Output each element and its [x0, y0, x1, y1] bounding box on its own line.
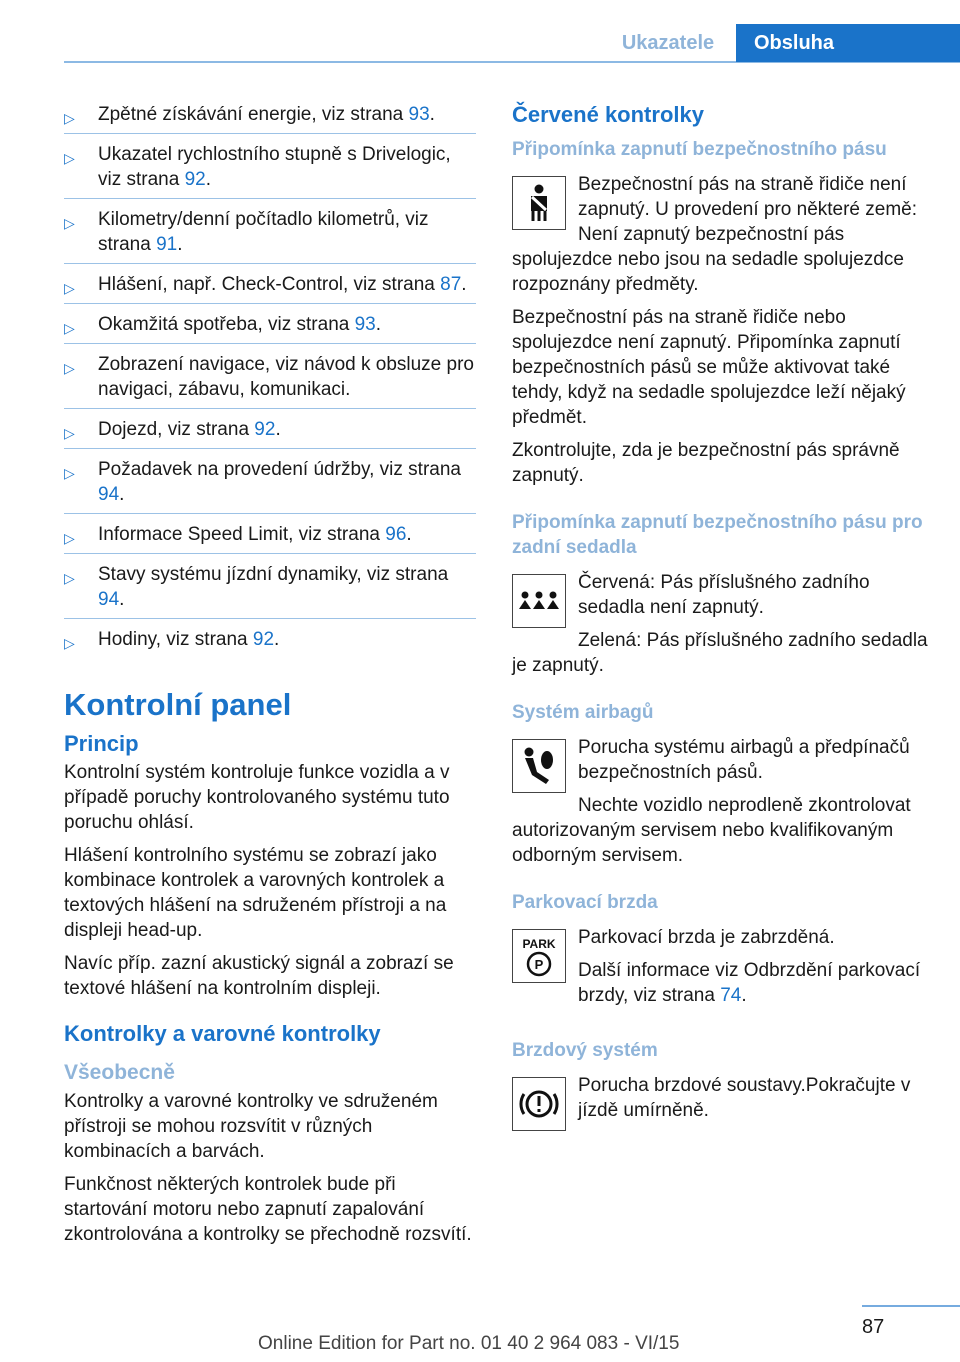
paragraph: Zelená: Pás příslušného zadního sedadla je zapnutý.: [512, 630, 928, 676]
page-number: 87: [862, 1316, 885, 1338]
triangle-right-icon: ▷: [64, 110, 75, 126]
tab-ukazatele[interactable]: Ukazatele: [621, 32, 715, 54]
page-link[interactable]: 92: [184, 169, 206, 190]
page-link[interactable]: 92: [252, 629, 275, 650]
left-column: [64, 100, 476, 1255]
page-link[interactable]: 93: [408, 104, 430, 125]
list-item: ▷ Zpětné získávání energie, viz strana 93.: [64, 100, 476, 134]
page-link[interactable]: 94: [98, 484, 120, 505]
rear-seats-icon: [512, 574, 566, 628]
triangle-right-icon: ▷: [64, 635, 75, 651]
paragraph: Navíc příp. zazní akustický signál a zobrazí se textové hlášení na kontrolním displeji.: [64, 953, 454, 999]
paragraph: Porucha systému airbagů a předpínačů bezpečnostních pásů.: [578, 737, 910, 783]
list-item: ▷ Hlášení, např. Check-Control, viz strana 87.: [64, 270, 476, 304]
list-item: ▷ Zobrazení navigace, viz návod k obsluze pro navigaci, zábavu, komunikaci.: [64, 350, 476, 409]
right-column: [512, 100, 930, 1137]
page-link[interactable]: 96: [385, 524, 407, 545]
paragraph: Zkontrolujte, zda je bezpečnostní pás správně zapnutý.: [512, 440, 900, 486]
vseobecne-heading: Všeobecně: [64, 1061, 175, 1084]
svg-text:PARK: PARK: [522, 937, 556, 951]
paragraph: Parkovací brzda je zabrzděná.: [578, 927, 835, 948]
kontrolky-heading: Kontrolky a varovné kontrolky: [64, 1021, 381, 1046]
paragraph: Nechte vozidlo neprodleně zkontrolovat autorizovaným servisem nebo kvalifikovaným odborným servisem.: [512, 795, 911, 866]
tab-obsluha[interactable]: Obsluha: [736, 24, 960, 62]
park-brake-icon: [512, 929, 566, 983]
princip-heading: Princip: [64, 731, 139, 756]
triangle-right-icon: ▷: [64, 215, 75, 231]
list-item: ▷ Dojezd, viz strana 92.: [64, 415, 476, 449]
triangle-right-icon: ▷: [64, 530, 75, 546]
paragraph: Červená: Pás příslušného zadního sedadla není zapnutý.: [578, 572, 870, 618]
paragraph: Funkčnost některých kontrolek bude při startování motoru nebo zapnutí zapalování zkontrolována a kontrolky se přechodně rozsvítí.: [64, 1174, 472, 1245]
paragraph: Porucha brzdové soustavy.Pokračujte v jízdě umírněně.: [578, 1075, 911, 1121]
paragraph: Kontrolní systém kontroluje funkce vozidla a v případě poruchy kontrolovaného systému tuto poruchu ohlásí.: [64, 762, 450, 833]
triangle-right-icon: ▷: [64, 150, 75, 166]
page-link[interactable]: 94: [98, 589, 120, 610]
page-link[interactable]: 74: [720, 985, 742, 1006]
paragraph: Další informace viz Odbrzdění parkovací brzdy, viz strana 74.: [578, 960, 921, 1006]
airbag-icon: [512, 739, 566, 793]
section-title: Kontrolní panel: [64, 687, 292, 722]
page-link[interactable]: 93: [354, 314, 376, 335]
svg-text:P: P: [534, 957, 544, 972]
page-link[interactable]: 92: [254, 419, 276, 440]
header-rule: [64, 61, 960, 63]
park-heading: Parkovací brzda: [512, 892, 658, 913]
list-item: ▷ Kilometry/denní počítadlo kilometrů, viz strana 91.: [64, 205, 476, 264]
triangle-right-icon: ▷: [64, 280, 75, 296]
seatbelt-person-icon: [512, 176, 566, 230]
paragraph: Hlášení kontrolního systému se zobrazí jako kombinace kontrolek a varovných kontrolek a textových hlášení na sdruženém přístroji a na displeji head-up.: [64, 845, 447, 941]
paragraph: Kontrolky a varovné kontrolky ve sdruženém přístroji se mohou rozsvítit v různých kombinacích a barvách.: [64, 1091, 438, 1162]
edition-text: Online Edition for Part no. 01 40 2 964 083 - VI/15: [258, 1333, 680, 1354]
list-item: ▷ Hodiny, viz strana 92.: [64, 625, 476, 658]
list-item: ▷ Ukazatel rychlostního stupně s Drivelogic, viz strana 92.: [64, 140, 476, 199]
brake-heading: Brzdový systém: [512, 1040, 658, 1061]
triangle-right-icon: ▷: [64, 570, 75, 586]
cervene-heading: Červené kontrolky: [512, 102, 704, 127]
paragraph: Bezpečnostní pás na straně řidiče nebo spolujezdce není zapnutý. Připomínka zapnutí bezpečnostních pásů se může aktivovat také tehdy, když na sedadle spolujezdce leží nějaký předmět.: [512, 307, 906, 428]
brake-system-icon: [512, 1077, 566, 1131]
list-item: ▷ Okamžitá spotřeba, viz strana 93.: [64, 310, 476, 344]
list-item: ▷ Informace Speed Limit, viz strana 96.: [64, 520, 476, 554]
list-item: ▷ Stavy systému jízdní dynamiky, viz strana 94.: [64, 560, 476, 619]
triangle-right-icon: ▷: [64, 320, 75, 336]
airbag-heading: Systém airbagů: [512, 702, 654, 723]
page-link[interactable]: 87: [440, 274, 462, 295]
footer-rule: [862, 1305, 960, 1307]
triangle-right-icon: ▷: [64, 360, 75, 376]
page-link[interactable]: 91: [156, 234, 178, 255]
seatbelt-heading: Připomínka zapnutí bezpečnostního pásu: [512, 139, 887, 160]
rear-seatbelt-heading: Připomínka zapnutí bezpečnostního pásu pro zadní sedadla: [512, 512, 923, 558]
paragraph: Bezpečnostní pás na straně řidiče není zapnutý. U provedení pro některé země: Není zapnutý bezpečnostní pás spolujezdce nebo jsou na sedadle spolujezdce rozpoznány předměty.: [512, 174, 918, 295]
display-items-list: [64, 100, 476, 658]
triangle-right-icon: ▷: [64, 465, 75, 481]
triangle-right-icon: ▷: [64, 425, 75, 441]
list-item: ▷ Požadavek na provedení údržby, viz strana 94.: [64, 455, 476, 514]
